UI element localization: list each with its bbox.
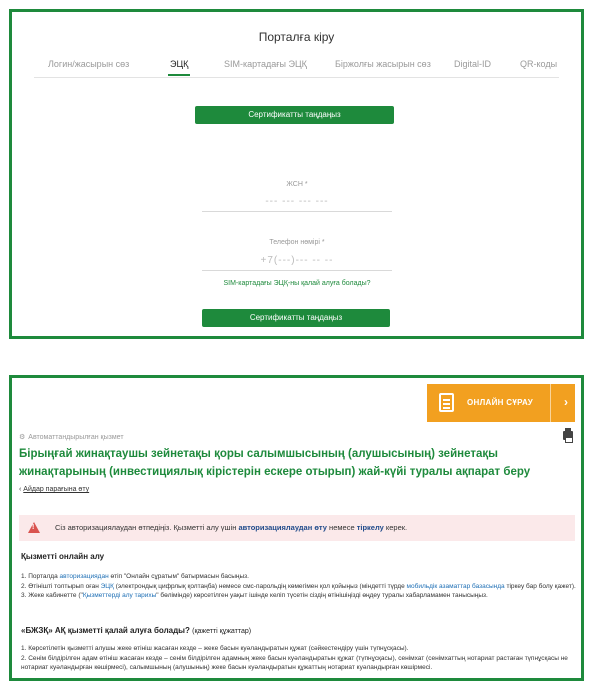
tab-login-password[interactable]: Логин/жасырын сөз <box>48 59 130 69</box>
step-item: 1. Порталда авторизациядан өтіп "Онлайн сұратым" батырмасын басыңыз. <box>21 573 249 580</box>
select-certificate-button-2[interactable]: Сертификатты таңдаңыз <box>202 309 390 327</box>
tab-one-time-password[interactable]: Біржолғы жасырын сөз <box>335 59 431 69</box>
login-panel <box>9 9 584 339</box>
warning-icon <box>28 522 40 533</box>
tab-qr-code[interactable]: QR-коды <box>520 59 558 69</box>
howto-item: 1. Көрсетілетін қызметті алушы жеке өтініш жасаған кезде – жеке басын куәландыратын құжат (сәйкестендіру үшін түпнұсқасы). <box>21 645 409 652</box>
service-title: Бірыңғай жинақтаушы зейнетақы қоры салымшысының (алушысының) зейнетақы жинақтарының (инвестициялық кірістерін ескере отырып) жай-күйі туралы ақпарат беру <box>19 448 531 478</box>
alert-text: Сіз авторизациялаудан өтпедіңіз. Қызметті алу үшін авторизациялаудан өту немесе тіркелу керек. <box>55 523 408 532</box>
iin-label: ЖСН * <box>286 181 308 188</box>
button-divider <box>550 384 551 422</box>
auth-alert <box>19 515 575 541</box>
step-link[interactable]: ЭЦҚ <box>100 582 114 590</box>
login-title: Порталға кіру <box>258 30 335 44</box>
login-tabs <box>34 56 559 78</box>
online-request-button[interactable] <box>427 384 575 422</box>
step-link[interactable]: авторизациядан <box>59 573 109 580</box>
mobile-base-link[interactable]: мобильдік азаматтар базасында <box>406 582 505 590</box>
service-panel <box>9 375 584 681</box>
login-link[interactable]: авторизациялаудан өту <box>238 523 327 532</box>
howto-heading: «БЖЗҚ» АҚ қызметті қалай алуға болады? (қажетті құжаттар) <box>21 626 252 635</box>
howto-steps <box>21 644 577 673</box>
chevron-right-icon: › <box>564 395 568 409</box>
tab-ecp[interactable]: ЭЦҚ <box>170 59 189 69</box>
step-item: 2. Өтінішті толтырып оған ЭЦҚ (электрондық цифрлық қолтаңба) немесе смс-парольдің көмегімен қол қойыңыз (міндетті түрде мобильдік азаматтар базасында тіркеу бар болу қажет). <box>21 582 576 590</box>
online-steps <box>21 572 577 601</box>
back-link-label: Айдар парағына өту <box>23 486 90 493</box>
iin-input[interactable]: --- --- --- --- <box>202 196 392 212</box>
step-item: 3. Жеке кабинетте ("Қызметтерді алу тарихы" бөлімінде) көрсетілген уақыт ішінде келіп түсетін сіздің өтінішіңізді өңдеу туралы хабарламамен танысыңыз. <box>21 592 488 599</box>
gear-icon: ⚙ <box>19 434 26 441</box>
phone-input[interactable]: +7(---)--- -- -- <box>202 255 392 271</box>
online-request-label: ОНЛАЙН СҰРАУ <box>467 398 534 407</box>
select-certificate-button[interactable]: Сертификатты таңдаңыз <box>195 106 394 124</box>
phone-label: Телефон нөмірі * <box>269 239 325 246</box>
howto-item: 2. Сенім білдірілген адам өтініш жасаған кезде – сенім білдірілген адамның жеке басын куәландыратын құжат (түпнұсқасы), сенімхат (сенімхаттың нотариат растаған түпнұсқасы не нотариат куәландырған көшірмесі), салымшының (алушының) жеке басын куәландыратын құжаттың нотариат куәландырған көшірмесі. <box>21 654 568 671</box>
sim-ecp-help-link[interactable]: SIM-картадағы ЭЦҚ-ны қалай алуға болады? <box>223 280 371 287</box>
tab-sim-ecp[interactable]: SIM-картадағы ЭЦҚ <box>224 59 307 69</box>
back-link[interactable]: ‹ Айдар парағына өту <box>19 486 90 493</box>
print-icon[interactable] <box>563 431 573 440</box>
auto-service-label: ⚙ Автоматтандырылған қызмет <box>19 434 124 441</box>
online-heading: Қызметті онлайн алу <box>21 552 105 561</box>
register-link[interactable]: тіркелу <box>356 523 384 532</box>
history-link[interactable]: Қызметтерді алу тарихы <box>82 592 157 599</box>
document-icon <box>439 393 454 412</box>
tab-digital-id[interactable]: Digital-ID <box>454 59 492 69</box>
